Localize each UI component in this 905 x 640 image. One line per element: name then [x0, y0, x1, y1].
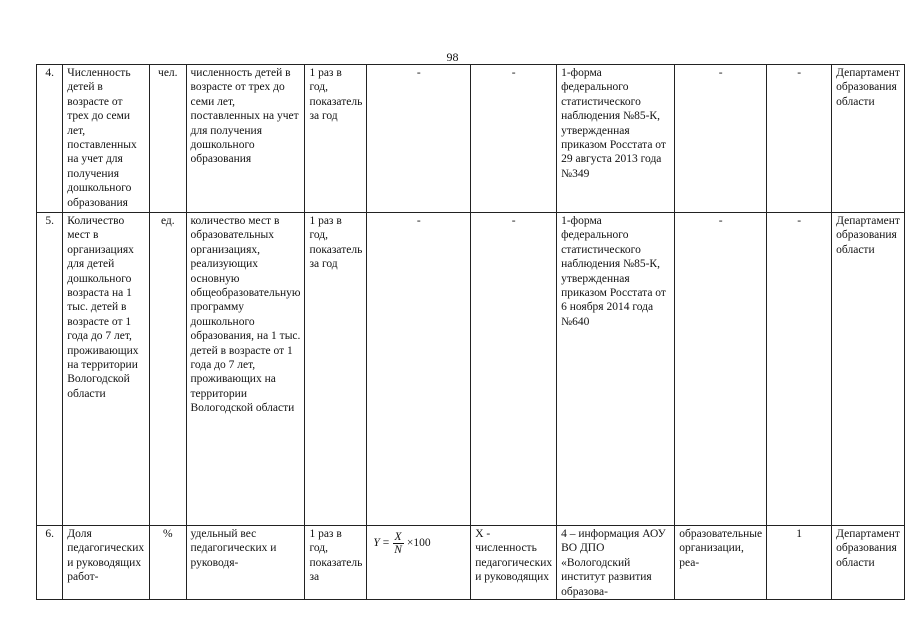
periodicity-cell: 1 раз в год, показатель за: [305, 526, 367, 600]
formula-multiplier: ×100: [406, 537, 431, 550]
indicators-table: [36, 64, 905, 600]
source-cell: 1-форма федерального статистического наблюдения №85-К, утвержденная приказом Росстата от 29 августа 2013 года №349: [557, 65, 675, 213]
table-row: [37, 526, 905, 600]
indicator-name: Доля педагогических и руководящих работ-: [63, 526, 150, 600]
responsible-cell: Департамент образования области: [832, 526, 905, 600]
periodicity-cell: 1 раз в год, показатель за год: [305, 65, 367, 213]
row-number: 5.: [37, 213, 63, 526]
indicator-name: Количество мест в организациях для детей дошкольного возраста на 1 тыс. детей в возрасте от 1 года до 7 лет, проживающих на территории Вологодской области: [63, 213, 150, 526]
row-number: 4.: [37, 65, 63, 213]
responsible-cell: Департамент образования области: [832, 65, 905, 213]
unit-cell: чел.: [150, 65, 186, 213]
collection-method-cell: -: [675, 65, 767, 213]
formula-lhs: Y: [373, 537, 380, 550]
periodicity-cell: 1 раз в год, показатель за год: [305, 213, 367, 526]
formula-fraction: [392, 531, 404, 556]
formula: [373, 531, 430, 556]
source-cell: 1-форма федерального статистического наблюдения №85-К, утвержденная приказом Росстата от 6 ноября 2014 года №640: [557, 213, 675, 526]
responsible-cell: Департамент образования области: [832, 213, 905, 526]
variables-cell: -: [471, 213, 557, 526]
definition-cell: количество мест в образовательных организациях, реализующих основную общеобразовательную программу дошкольного образования, на 1 тыс. детей в возрасте от 1 года до 7 лет, проживающих на территории Вологодской области: [186, 213, 305, 526]
collection-method-cell: -: [675, 213, 767, 526]
table-row: [37, 213, 905, 526]
definition-cell: численность детей в возрасте от трех до семи лет, поставленных на учет для получения дошкольного образования: [186, 65, 305, 213]
observation-unit-cell: -: [767, 65, 832, 213]
unit-cell: %: [150, 526, 186, 600]
row-number: 6.: [37, 526, 63, 600]
observation-unit-cell: -: [767, 213, 832, 526]
observation-unit-cell: 1: [767, 526, 832, 600]
formula-numerator: X: [394, 531, 402, 543]
collection-method-cell: образовательные организации, реа-: [675, 526, 767, 600]
unit-cell: ед.: [150, 213, 186, 526]
formula-equals: =: [382, 537, 390, 550]
page-number: 98: [446, 50, 459, 64]
table-row: [37, 65, 905, 213]
formula-denominator: N: [394, 544, 402, 556]
formula-cell: -: [367, 65, 471, 213]
variables-cell: -: [471, 65, 557, 213]
variables-cell: X - численность педагогических и руководящих: [471, 526, 557, 600]
definition-cell: удельный вес педагогических и руководя-: [186, 526, 305, 600]
indicator-name: Численность детей в возрасте от трех до семи лет, поставленных на учет для получения дошкольного образования: [63, 65, 150, 213]
formula-cell: -: [367, 213, 471, 526]
formula-cell: [367, 526, 471, 600]
source-cell: 4 – информация АОУ ВО ДПО «Вологодский институт развития образова-: [557, 526, 675, 600]
